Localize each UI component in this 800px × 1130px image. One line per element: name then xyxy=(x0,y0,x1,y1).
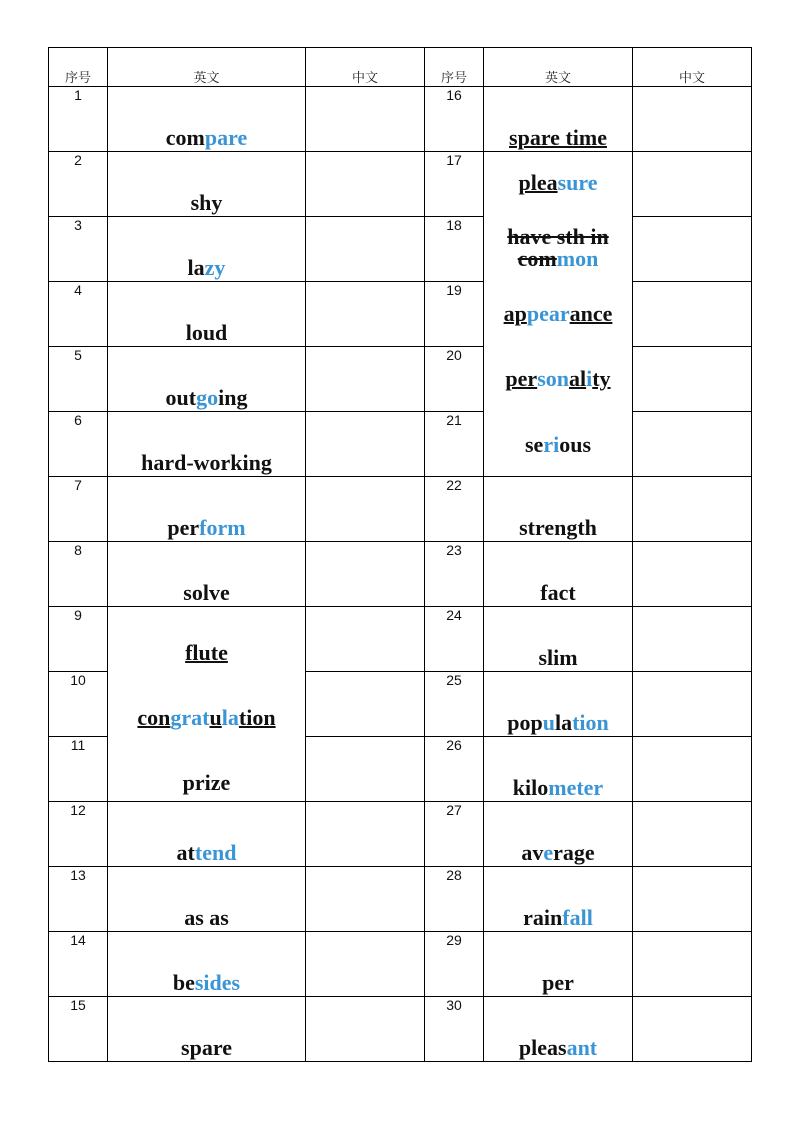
word-spare: spare xyxy=(108,997,306,1062)
chinese-answer-cell[interactable] xyxy=(306,87,425,152)
chinese-answer-cell[interactable] xyxy=(633,932,752,997)
chinese-answer-cell[interactable] xyxy=(633,607,752,672)
row-number: 17 xyxy=(425,152,484,217)
row-number: 15 xyxy=(49,997,108,1062)
word-lazy: lazy xyxy=(108,217,306,282)
word-as-as: as as xyxy=(108,867,306,932)
row-number: 26 xyxy=(425,737,484,802)
table-row xyxy=(49,867,752,932)
chinese-answer-cell[interactable] xyxy=(633,347,752,412)
word-population: population xyxy=(484,672,633,737)
header-en-right: 英文 xyxy=(484,48,633,87)
chinese-answer-cell[interactable] xyxy=(306,347,425,412)
chinese-answer-cell[interactable] xyxy=(633,217,752,282)
word-rainfall: rainfall xyxy=(484,867,633,932)
word-hard-working: hard-working xyxy=(108,412,306,477)
word-pleasure: pleasure xyxy=(518,170,598,195)
word-personality: personality xyxy=(505,366,611,391)
row-number: 10 xyxy=(49,672,108,737)
row-number: 29 xyxy=(425,932,484,997)
row-number: 3 xyxy=(49,217,108,282)
word-loud: loud xyxy=(108,282,306,347)
header-num-right: 序号 xyxy=(425,48,484,87)
word-have-sth-in-common: have sth in common xyxy=(507,224,609,272)
chinese-answer-cell[interactable] xyxy=(633,87,752,152)
row-number: 11 xyxy=(49,737,108,802)
row-number: 8 xyxy=(49,542,108,607)
table-row xyxy=(49,282,752,347)
chinese-answer-cell[interactable] xyxy=(306,477,425,542)
word-fact: fact xyxy=(484,542,633,607)
row-number: 20 xyxy=(425,347,484,412)
chinese-answer-cell[interactable] xyxy=(633,997,752,1062)
word-prize: prize xyxy=(182,770,231,795)
chinese-answer-cell[interactable] xyxy=(633,672,752,737)
table-row xyxy=(49,412,752,477)
row-number: 21 xyxy=(425,412,484,477)
chinese-answer-cell[interactable] xyxy=(306,412,425,477)
word-per: per xyxy=(484,932,633,997)
row-number: 30 xyxy=(425,997,484,1062)
chinese-answer-cell[interactable] xyxy=(633,282,752,347)
chinese-answer-cell[interactable] xyxy=(633,542,752,607)
row-number: 18 xyxy=(425,217,484,282)
chinese-answer-cell[interactable] xyxy=(306,932,425,997)
chinese-answer-cell[interactable] xyxy=(306,737,425,802)
table-row xyxy=(49,802,752,867)
chinese-answer-cell[interactable] xyxy=(633,412,752,477)
word-spare-time: spare time xyxy=(484,87,633,152)
chinese-answer-cell[interactable] xyxy=(306,997,425,1062)
row-number: 6 xyxy=(49,412,108,477)
word-serious: serious xyxy=(524,432,591,457)
chinese-answer-cell[interactable] xyxy=(633,152,752,217)
word-perform: perform xyxy=(108,477,306,542)
table-row xyxy=(49,217,752,282)
chinese-answer-cell[interactable] xyxy=(306,542,425,607)
merged-word-cell-9-11 xyxy=(108,607,306,802)
row-number: 16 xyxy=(425,87,484,152)
row-number: 22 xyxy=(425,477,484,542)
header-cn-right: 中文 xyxy=(633,48,752,87)
row-number: 13 xyxy=(49,867,108,932)
word-strength: strength xyxy=(484,477,633,542)
word-flute: flute xyxy=(185,640,228,665)
chinese-answer-cell[interactable] xyxy=(306,607,425,672)
row-number: 23 xyxy=(425,542,484,607)
header-cn-left: 中文 xyxy=(306,48,425,87)
table-row xyxy=(49,997,752,1062)
chinese-answer-cell[interactable] xyxy=(633,737,752,802)
chinese-answer-cell[interactable] xyxy=(306,217,425,282)
word-average: average xyxy=(484,802,633,867)
row-number: 7 xyxy=(49,477,108,542)
word-outgoing: outgoing xyxy=(108,347,306,412)
row-number: 1 xyxy=(49,87,108,152)
word-attend: attend xyxy=(108,802,306,867)
header-en-left: 英文 xyxy=(108,48,306,87)
word-solve: solve xyxy=(108,542,306,607)
row-number: 2 xyxy=(49,152,108,217)
table-row xyxy=(49,477,752,542)
row-number: 28 xyxy=(425,867,484,932)
table-row xyxy=(49,152,752,217)
word-compare: compare xyxy=(108,87,306,152)
row-number: 24 xyxy=(425,607,484,672)
table-row xyxy=(49,932,752,997)
chinese-answer-cell[interactable] xyxy=(306,672,425,737)
row-number: 5 xyxy=(49,347,108,412)
word-appearance: appearance xyxy=(503,301,613,326)
table-row xyxy=(49,87,752,152)
row-number: 27 xyxy=(425,802,484,867)
table-row xyxy=(49,607,752,672)
row-number: 19 xyxy=(425,282,484,347)
word-besides: besides xyxy=(108,932,306,997)
table-row xyxy=(49,542,752,607)
row-number: 25 xyxy=(425,672,484,737)
row-number: 4 xyxy=(49,282,108,347)
vocabulary-table xyxy=(48,47,752,1062)
table-row xyxy=(49,347,752,412)
chinese-answer-cell[interactable] xyxy=(306,152,425,217)
word-congratulation: congratulation xyxy=(137,705,276,730)
merged-word-cell-17-21 xyxy=(484,152,633,477)
chinese-answer-cell[interactable] xyxy=(306,282,425,347)
word-shy: shy xyxy=(108,152,306,217)
row-number: 9 xyxy=(49,607,108,672)
chinese-answer-cell[interactable] xyxy=(306,867,425,932)
word-pleasant: pleasant xyxy=(484,997,633,1062)
chinese-answer-cell[interactable] xyxy=(306,802,425,867)
row-number: 12 xyxy=(49,802,108,867)
chinese-answer-cell[interactable] xyxy=(633,802,752,867)
chinese-answer-cell[interactable] xyxy=(633,867,752,932)
word-kilometer: kilometer xyxy=(484,737,633,802)
word-slim: slim xyxy=(484,607,633,672)
row-number: 14 xyxy=(49,932,108,997)
header-num-left: 序号 xyxy=(49,48,108,87)
chinese-answer-cell[interactable] xyxy=(633,477,752,542)
